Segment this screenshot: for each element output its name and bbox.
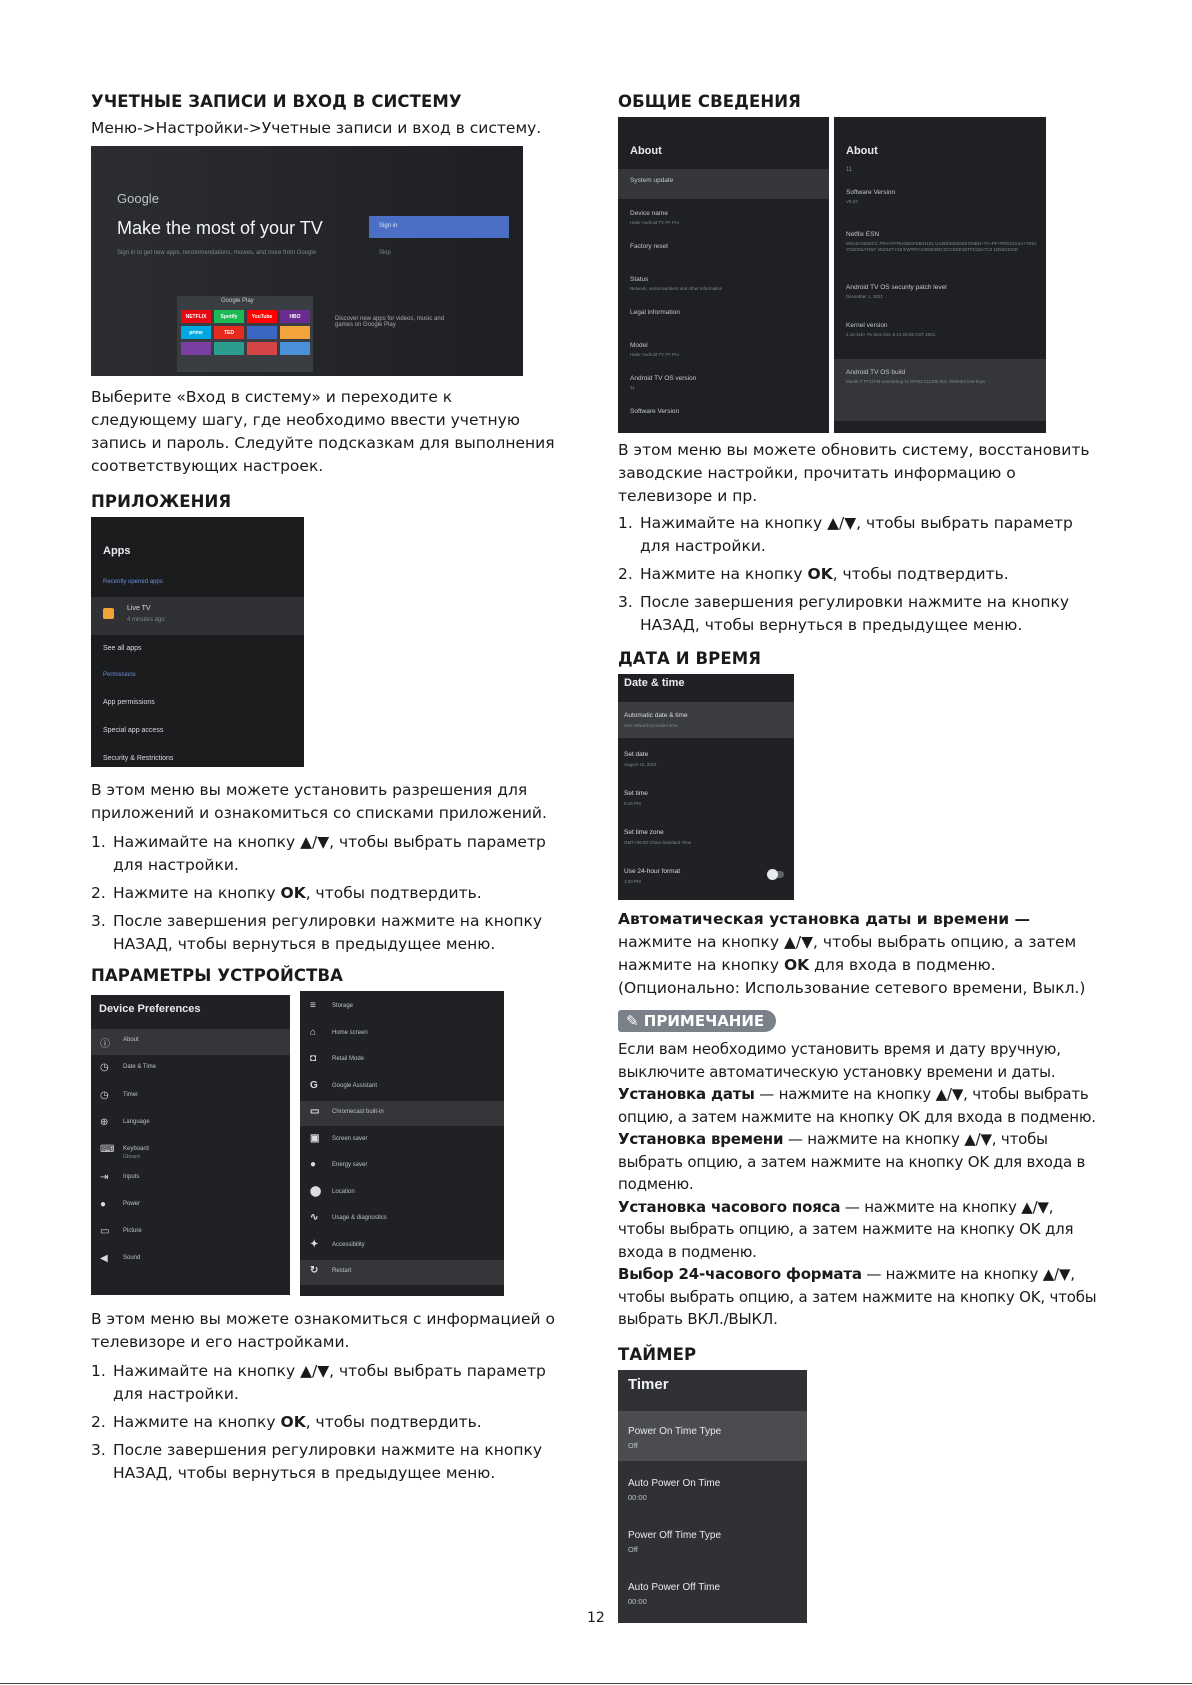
datetime-item-sub: 5:16 PM: [624, 801, 641, 806]
keyboard-sub: Gboard: [123, 1154, 140, 1161]
about-item[interactable]: [618, 334, 829, 364]
step-item: [618, 512, 1098, 558]
retail-icon: ◘: [310, 1053, 317, 1064]
about-item[interactable]: [618, 367, 829, 397]
device-pref-label: Storage: [332, 1003, 354, 1009]
device-pref-item[interactable]: [300, 1022, 504, 1047]
device-pref-label: Language: [123, 1118, 150, 1125]
datetime-item-sub: Use network-provided time: [624, 723, 678, 728]
datetime-item-label: Set date: [624, 751, 649, 758]
security-item[interactable]: Security & Restrictions: [103, 755, 174, 762]
timer-item-sub: Off: [628, 1440, 638, 1450]
about-detail-label: Kernel version: [846, 322, 888, 329]
timer-item-label: Auto Power On Time: [628, 1477, 721, 1489]
google-icon: G: [310, 1079, 318, 1091]
about-item[interactable]: [618, 301, 829, 331]
live-tv-item[interactable]: [91, 597, 304, 635]
device-pref-label: About: [123, 1037, 139, 1043]
device-pref-label: Sound: [123, 1255, 141, 1262]
step-number: 3.: [618, 593, 633, 611]
page-number: 12: [587, 1610, 605, 1626]
device-pref-label: Screen saver: [332, 1135, 368, 1142]
app-tile: TED: [214, 326, 244, 339]
sign-in-button[interactable]: [369, 216, 509, 238]
device-pref-label: Usage & diagnostics: [332, 1215, 387, 1221]
datetime-item[interactable]: [618, 858, 794, 894]
clock-icon: ◷: [100, 1062, 109, 1074]
about-item[interactable]: [618, 268, 829, 298]
screensaver-icon: ▣: [310, 1132, 320, 1144]
datetime-item[interactable]: [618, 780, 794, 816]
step-item: [91, 910, 561, 956]
about-os-top: 11: [846, 167, 853, 173]
auto-text-2: для входа в подменю. (Опционально: Использование сетевого времени, Выкл.): [618, 956, 1086, 997]
device-pref-item[interactable]: [300, 1260, 504, 1285]
note-label: ПРИМЕЧАНИЕ: [643, 1012, 765, 1030]
set-tz-text: [618, 1196, 1098, 1264]
set-tz-bold: Установка часового пояса: [618, 1197, 841, 1216]
step-text-pre: Нажмите на кнопку: [113, 1413, 281, 1431]
step-item: [618, 591, 1098, 637]
datetime-item[interactable]: [618, 819, 794, 855]
device-desc: В этом меню вы можете ознакомиться с информацией о телевизоре и его настройками.: [91, 1310, 555, 1351]
about-detail-label: Android TV OS security patch level: [846, 284, 947, 291]
left-column: [91, 92, 561, 1490]
permissions-label: Permissions: [103, 672, 136, 678]
skip-button[interactable]: Skip: [379, 250, 391, 256]
device-pref-item[interactable]: [300, 1048, 504, 1073]
timer-item[interactable]: [618, 1567, 807, 1617]
step-text-bold: OK: [807, 565, 833, 583]
location-icon: ⬤: [310, 1185, 322, 1197]
app-tile: YouTube: [247, 310, 277, 323]
device-pref-label: Restart: [332, 1268, 352, 1274]
accessibility-icon: ✦: [310, 1238, 319, 1250]
accounts-desc: Выберите «Вход в систему» и переходите к следующему шагу, где необходимо ввести учетную запись и пароль. Следуйте подсказкам для выполнения соответствующих настроек.: [91, 388, 555, 475]
step-text-pre: После завершения регулировки нажмите на кнопку НАЗАД, чтобы вернуться в предыдущее меню.: [113, 912, 543, 953]
see-all-apps[interactable]: See all apps: [103, 645, 142, 652]
auto-datetime-text: [618, 908, 1098, 1000]
device-pref-item[interactable]: [91, 1193, 290, 1219]
about-item-sub: Haier Android TV FF Pro: [630, 352, 680, 357]
device-pref-item[interactable]: [300, 1154, 504, 1179]
set-tz-body: — нажмите на кнопку ▲/▼, чтобы выбрать опцию, а затем нажмите на кнопку OK для входа в подменю.: [618, 1197, 1074, 1261]
step-text-pre: Нажимайте на кнопку ▲/▼, чтобы выбрать параметр для настройки.: [113, 1362, 546, 1403]
app-tiles: [177, 296, 313, 372]
live-tv-sub: 4 minutes ago: [127, 617, 165, 623]
device-pref-item[interactable]: [300, 1075, 504, 1100]
cast-icon: ▭: [310, 1106, 320, 1117]
step-item: [91, 882, 561, 905]
general-desc: В этом меню вы можете обновить систему, восстановить заводские настройки, прочитать информацию о телевизоре и пр.: [618, 441, 1090, 505]
datetime-heading: Date & time: [624, 677, 685, 689]
about-item[interactable]: [618, 202, 829, 232]
timer-item-label: Auto Power Off Time: [628, 1581, 721, 1593]
keyboard-icon: ⌨: [100, 1144, 115, 1156]
app-tile: HBO: [280, 310, 310, 323]
apps-desc: В этом меню вы можете установить разрешения для приложений и ознакомиться со списками приложений.: [91, 781, 547, 822]
about-detail-sub: Model-T FT11FM-userdebug 11 RTM3.211208.001 7998454 test-keys: [846, 379, 986, 384]
set-24-body: — нажмите на кнопку ▲/▼, чтобы выбрать опцию, а затем нажмите на кнопку OK, чтобы выбрать ВКЛ./ВЫКЛ.: [618, 1265, 1097, 1328]
timer-item[interactable]: [618, 1411, 807, 1461]
step-text-pre: После завершения регулировки нажмите на кнопку НАЗАД, чтобы вернуться в предыдущее меню.: [113, 1441, 543, 1482]
about-detail-sub: MSADANNDCC PFHYFFRUGBAFEB41121 UAZDhtsKEh48 DNBD+7V+PF+PRD13X4A+TE5JY03ZGBAT267 4NZ3ZTY4Z EWTFFAC9DEW3C3CCEEE1BTFC23A7C3 1D54GGGD: [846, 241, 1037, 252]
device-prefs-2-screenshot: [300, 991, 504, 1296]
step-text-pre: После завершения регулировки нажмите на кнопку НАЗАД, чтобы вернуться в предыдущее меню.: [640, 593, 1070, 634]
about-detail-item: [834, 359, 1046, 421]
step-item: [91, 831, 561, 877]
datetime-title: ДАТА И ВРЕМЯ: [618, 649, 762, 668]
timer-item-sub: Off: [628, 1544, 638, 1554]
set-date-text: [618, 1083, 1098, 1128]
about-item-sub: Haier Android TV FF Pro: [630, 220, 680, 225]
timer-item-sub: 00:00: [628, 1492, 647, 1502]
toggle-knob: [767, 869, 778, 880]
about-item-label: Device name: [630, 210, 668, 217]
google-play-label: Google Play: [221, 298, 254, 304]
step-item: [91, 1360, 561, 1406]
about-detail-item: [834, 284, 1046, 318]
step-text-pre: Нажимайте на кнопку ▲/▼, чтобы выбрать параметр для настройки.: [113, 833, 546, 874]
step-number: 2.: [91, 1413, 106, 1431]
picture-icon: ▭: [100, 1226, 110, 1238]
accounts-path: Меню->Настройки->Учетные записи и вход в систему.: [91, 119, 542, 137]
step-item: [91, 1411, 561, 1434]
device-title: ПАРАМЕТРЫ УСТРОЙСТВА: [91, 966, 344, 985]
timer-item-sub: 00:00: [628, 1596, 647, 1606]
about-detail-item: [834, 189, 1046, 223]
datetime-item-label: Set time: [624, 790, 648, 797]
note-pill: [618, 1010, 776, 1032]
device-pref-item[interactable]: [300, 1128, 504, 1153]
input-icon: ⇥: [100, 1171, 109, 1183]
speaker-icon: ◀: [100, 1253, 108, 1265]
app-tile: prime: [181, 326, 211, 339]
device-pref-item[interactable]: [91, 1138, 290, 1164]
device-pref-item[interactable]: [91, 1166, 290, 1192]
chart-icon: ∿: [310, 1212, 319, 1223]
app-tile: [214, 342, 244, 355]
about-item-label: Factory reset: [630, 243, 668, 250]
auto-text-1: нажмите на кнопку ▲/▼, чтобы выбрать опцию, а затем нажмите на кнопку: [618, 933, 1077, 974]
about-item[interactable]: [618, 400, 829, 430]
discover-text: Discover new apps for videos, music and games on Google Play: [335, 316, 445, 328]
right-column: [618, 92, 1098, 1623]
apps-steps: [91, 831, 561, 956]
device-pref-item[interactable]: [300, 1181, 504, 1206]
about-screens: [618, 117, 1098, 433]
step-text-pre: Нажимайте на кнопку ▲/▼, чтобы выбрать параметр для настройки.: [640, 514, 1073, 555]
app-tile: [181, 342, 211, 355]
app-permissions-item[interactable]: App permissions: [103, 699, 155, 706]
timer-title: ТАЙМЕР: [618, 1344, 697, 1364]
step-number: 1.: [91, 833, 106, 851]
device-pref-label: Picture: [123, 1228, 142, 1235]
device-pref-item[interactable]: [91, 1111, 290, 1137]
set-time-bold: Установка времени: [618, 1130, 784, 1148]
about-details-heading: About: [846, 145, 878, 157]
bulb-icon: ●: [310, 1159, 317, 1170]
about-item-label: Legal information: [630, 309, 680, 316]
device-pref-label: Inputs: [123, 1173, 140, 1180]
device-pref-item[interactable]: [91, 1084, 290, 1110]
device-pref-item[interactable]: [300, 1234, 504, 1259]
timer-item[interactable]: [618, 1515, 807, 1565]
about-detail-sub: December 1, 2021: [846, 294, 884, 299]
datetime-item-label: Set time zone: [624, 829, 664, 836]
signin-subtext: Sign in to get new apps, recommendations, movies, and more from Google: [117, 250, 317, 256]
live-tv-label: Live TV: [127, 605, 151, 612]
set-24-text: [618, 1263, 1098, 1331]
device-pref-label: Keyboard: [123, 1146, 149, 1153]
datetime-item-label: Use 24-hour format: [624, 868, 680, 875]
bottom-rule: [0, 1683, 1192, 1684]
accounts-title: УЧЕТНЫЕ ЗАПИСИ И ВХОД В СИСТЕМУ: [91, 92, 462, 111]
restart-icon: ↻: [310, 1265, 319, 1276]
datetime-item-label: Automatic date & time: [624, 712, 688, 719]
device-pref-label: Retail Mode: [332, 1056, 365, 1062]
pencil-icon: ✎: [626, 1012, 644, 1030]
power-icon: ●: [100, 1198, 107, 1210]
device-pref-item[interactable]: [91, 1220, 290, 1246]
step-number: 1.: [618, 514, 633, 532]
live-tv-icon: [103, 608, 114, 619]
step-number: 2.: [618, 565, 633, 583]
device-pref-label: Power: [123, 1200, 141, 1207]
device-pref-item[interactable]: [91, 1247, 290, 1273]
set-date-body: — нажмите на кнопку ▲/▼, чтобы выбрать опцию, а затем нажмите на кнопку OK для входа в подменю.: [618, 1085, 1096, 1126]
set-24-bold: Выбор 24-часового формата: [618, 1265, 862, 1283]
device-pref-label: Location: [332, 1188, 355, 1195]
app-tile: [247, 326, 277, 339]
step-item: [618, 563, 1098, 586]
general-title: ОБЩИЕ СВЕДЕНИЯ: [618, 92, 801, 111]
app-tile: [280, 342, 310, 355]
device-pref-item[interactable]: [300, 1207, 504, 1232]
auto-ok: OK: [784, 956, 810, 974]
datetime-item-sub: 1:00 PM: [624, 879, 641, 884]
datetime-item-sub: GMT+08:00 China Standard Time: [624, 840, 692, 845]
timer-screenshot: [618, 1370, 807, 1623]
recent-label: Recently opened apps: [103, 579, 163, 585]
apps-heading: Apps: [103, 545, 131, 557]
step-number: 3.: [91, 912, 106, 930]
device-pref-item[interactable]: [300, 995, 504, 1020]
set-date-bold: Установка даты: [618, 1085, 755, 1103]
step-text-pre: Нажмите на кнопку: [113, 884, 281, 902]
device-prefs-screenshot: [91, 995, 290, 1295]
step-text-post: , чтобы подтвердить.: [305, 1413, 482, 1431]
24h-toggle[interactable]: [768, 871, 784, 878]
about-item-label: Status: [630, 276, 649, 283]
about-item-label: Software Version: [630, 408, 680, 415]
device-pref-item[interactable]: [300, 1101, 504, 1126]
datetime-item[interactable]: [618, 702, 794, 738]
about-detail-label: Android TV OS build: [846, 369, 906, 376]
about-detail-item: [834, 231, 1046, 265]
about-detail-sub: V6.03: [846, 199, 858, 204]
timer-item-label: Power Off Time Type: [628, 1529, 722, 1541]
datetime-item[interactable]: [618, 741, 794, 777]
timer-heading: Timer: [628, 1375, 669, 1393]
globe-icon: ⊕: [100, 1116, 109, 1128]
auto-datetime-bold: Автоматическая установка даты и времени —: [618, 910, 1031, 928]
home-icon: ⌂: [310, 1026, 317, 1038]
special-access-item[interactable]: Special app access: [103, 727, 164, 734]
set-time-body: — нажмите на кнопку ▲/▼, чтобы выбрать опцию, а затем нажмите на кнопку OK для входа в подменю.: [618, 1130, 1086, 1193]
step-text-post: , чтобы подтвердить.: [305, 884, 482, 902]
device-pref-item[interactable]: [91, 1056, 290, 1082]
step-text-bold: OK: [280, 884, 306, 902]
app-tile: [247, 342, 277, 355]
note-text: Если вам необходимо установить время и дату вручную, выключите автоматическую установку времени и даты.: [618, 1040, 1061, 1081]
step-item: [91, 1439, 561, 1485]
device-steps: [91, 1360, 561, 1485]
timer-item[interactable]: [618, 1463, 807, 1513]
step-number: 3.: [91, 1441, 106, 1459]
about-detail-item: [834, 322, 1046, 356]
signin-headline: Make the most of your TV: [117, 218, 323, 238]
app-tile: Spotify: [214, 310, 244, 323]
device-pref-label: Energy saver: [332, 1162, 368, 1168]
datetime-screenshot: [618, 674, 794, 900]
note-body: [618, 1038, 1098, 1331]
about-item[interactable]: [618, 235, 829, 265]
device-pref-label: Chromecast built-in: [332, 1109, 384, 1115]
step-number: 1.: [91, 1362, 106, 1380]
device-pref-label: Accessibility: [332, 1241, 365, 1248]
device-pref-label: Google Assistant: [332, 1082, 378, 1089]
about-details-screenshot: [834, 117, 1046, 433]
sign-in-label: Sign in: [379, 223, 398, 229]
general-steps: [618, 512, 1098, 637]
storage-icon: ≡: [310, 1000, 316, 1011]
timer-item-label: Power On Time Type: [628, 1425, 722, 1437]
about-item-label: Model: [630, 342, 648, 349]
device-pref-label: Home screen: [332, 1029, 368, 1036]
timer-icon: ◷: [100, 1089, 109, 1101]
step-text-pre: Нажмите на кнопку: [640, 565, 808, 583]
about-detail-sub: 4.19.116+ #1 Mon Dec 6 14:18:49 CST 2021: [846, 332, 936, 337]
apps-title: ПРИЛОЖЕНИЯ: [91, 492, 232, 511]
step-text-post: , чтобы подтвердить.: [832, 565, 1009, 583]
about-heading: About: [630, 145, 662, 157]
app-tile: NETFLIX: [181, 310, 211, 323]
about-item-label: Android TV OS version: [630, 375, 697, 382]
about-item-sub: 11: [630, 385, 635, 390]
device-pref-item[interactable]: [91, 1029, 290, 1055]
info-icon: ⓘ: [100, 1039, 110, 1050]
apps-screenshot: [91, 517, 304, 767]
datetime-item-sub: August 10, 2021: [624, 762, 657, 767]
about-item[interactable]: [618, 169, 829, 199]
device-pref-label: Date & Time: [123, 1064, 157, 1071]
step-text-bold: OK: [280, 1413, 306, 1431]
about-detail-label: Netflix ESN: [846, 231, 880, 238]
about-screenshot: [618, 117, 829, 433]
app-tile: [280, 326, 310, 339]
google-logo: Google: [117, 191, 159, 206]
about-item-label: System update: [630, 177, 674, 184]
device-screens: [91, 991, 561, 1296]
google-signin-screenshot: [91, 146, 523, 376]
about-item-sub: Network, serial numbers and other information: [630, 286, 723, 291]
device-prefs-heading: Device Preferences: [99, 1003, 201, 1015]
note-badge: [618, 1010, 1098, 1032]
set-time-text: [618, 1128, 1098, 1196]
step-number: 2.: [91, 884, 106, 902]
device-pref-label: Timer: [123, 1091, 139, 1098]
about-detail-label: Software Version: [846, 189, 896, 196]
